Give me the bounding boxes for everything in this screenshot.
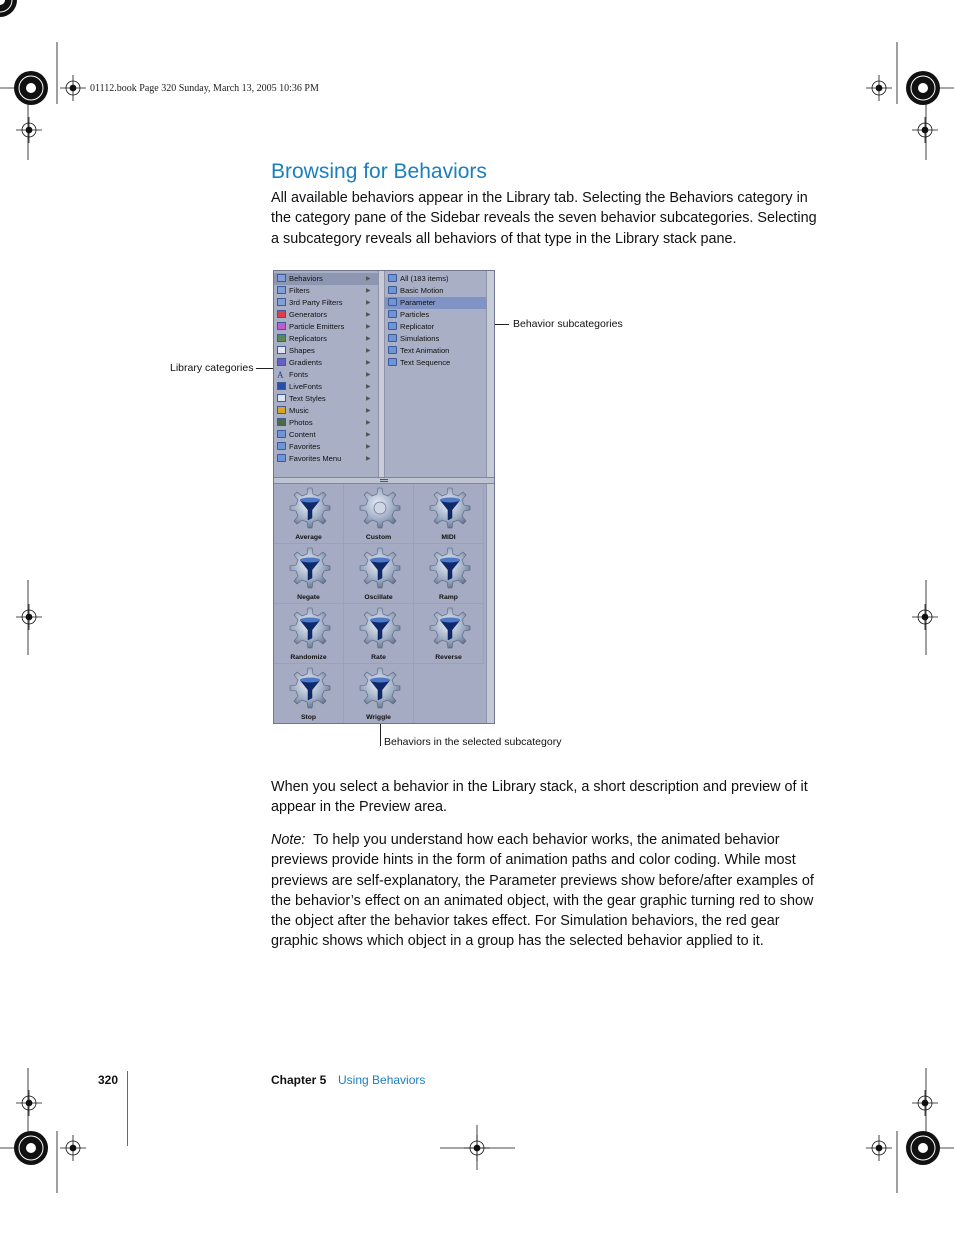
subcategory-item-all[interactable]: All (183 items) [385,273,487,285]
footer-rule [127,1071,128,1146]
disclosure-arrow-icon: ▶ [366,276,371,282]
callout-line [380,723,381,746]
footer-section-link[interactable]: Using Behaviors [338,1073,426,1087]
folder-icon [388,358,397,366]
folder-icon [388,346,397,354]
category-item-favorites-menu[interactable]: Favorites Menu ▶ [274,453,378,465]
gear-funnel-icon [356,546,404,590]
font-icon: A [277,370,284,380]
category-item-particle-emitters[interactable]: Particle Emitters ▶ [274,321,378,333]
behavior-tile-custom[interactable]: Custom [344,484,414,544]
category-pane [274,271,378,477]
folder-icon [388,310,397,318]
behavior-tile-stop[interactable]: Stop [274,664,344,724]
photo-icon [277,418,286,426]
category-item-fonts[interactable]: A Fonts ▶ [277,370,371,380]
disclosure-arrow-icon: ▶ [366,336,371,342]
subcategory-item-replicator[interactable]: Replicator [385,321,487,333]
livefont-icon [277,382,286,390]
disclosure-arrow-icon: ▶ [366,384,371,390]
category-item-gradients[interactable]: Gradients ▶ [274,357,378,369]
category-item-behaviors[interactable]: Behaviors ▶ [274,273,378,285]
category-item-text-styles[interactable]: Text Styles ▶ [274,393,378,405]
category-item-livefonts[interactable]: LiveFonts ▶ [274,381,378,393]
section-title: Browsing for Behaviors [271,160,487,183]
subcategory-pane [384,271,487,477]
page-number: 320 [98,1073,119,1087]
gear-funnel-icon [356,666,404,710]
text-style-icon [277,394,286,402]
print-header: 01112.book Page 320 Sunday, March 13, 2005 10:36 PM [90,83,319,94]
note-label: Note: [271,832,306,848]
gradient-icon [277,358,286,366]
behavior-tile-negate[interactable]: Negate [274,544,344,604]
library-screenshot [273,270,495,724]
music-icon [277,406,286,414]
subcategory-item-particles[interactable]: Particles [385,309,487,321]
callout-behaviors-in-subcategory: Behaviors in the selected subcategory [384,736,562,748]
folder-icon [388,274,397,282]
behavior-tile-ramp[interactable]: Ramp [414,544,484,604]
gear-funnel-icon [426,486,474,530]
note-paragraph [271,830,826,952]
category-item-content[interactable]: Content ▶ [274,429,378,441]
folder-icon [277,430,286,438]
folder-icon [388,334,397,342]
callout-line [256,368,274,369]
disclosure-arrow-icon: ▶ [366,432,371,438]
behavior-tile-average[interactable]: Average [274,484,344,544]
shape-icon [277,346,286,354]
subcategory-item-text-animation[interactable]: Text Animation [385,345,487,357]
note-text: To help you understand how each behavior works, the animated behavior previews provide hints in the form of animation paths and color coding. While most previews are self-explanatory, the Parameter previews show before/after examples of the behavior’s effect on an animated object, with the gear graphic turning red to show the object after the behavior takes effect. For Simulation behaviors, the red gear graphic shows which object in a group has the selected behavior applied to it. [271,832,814,950]
disclosure-arrow-icon: ▶ [366,312,371,318]
disclosure-arrow-icon: ▶ [366,372,371,378]
folder-icon [277,454,286,462]
disclosure-arrow-icon: ▶ [366,288,371,294]
particle-icon [277,322,286,330]
gear-funnel-icon [286,606,334,650]
callout-library-categories: Library categories [170,362,254,374]
callout-behavior-subcategories: Behavior subcategories [513,318,623,330]
gear-funnel-icon [426,546,474,590]
category-item-photos[interactable]: Photos ▶ [274,417,378,429]
behavior-tile-midi[interactable]: MIDI [414,484,484,544]
replicator-icon [277,334,286,342]
disclosure-arrow-icon: ▶ [366,300,371,306]
disclosure-arrow-icon: ▶ [366,324,371,330]
behavior-tile-reverse[interactable]: Reverse [414,604,484,664]
subcategory-item-text-sequence[interactable]: Text Sequence [385,357,487,369]
gear-funnel-icon [286,666,334,710]
category-item-favorites[interactable]: Favorites ▶ [274,441,378,453]
intro-paragraph: All available behaviors appear in the Library tab. Selecting the Behaviors category in the category pane of the Sidebar reveals the seven behavior subcategories. Selecting a subcategory reveals all behaviors of that type in the Library stack pane. [271,190,817,247]
generator-icon [277,310,286,318]
disclosure-arrow-icon: ▶ [366,456,371,462]
disclosure-arrow-icon: ▶ [366,360,371,366]
subcategory-item-parameter[interactable]: Parameter [385,297,487,309]
behavior-tile-randomize[interactable]: Randomize [274,604,344,664]
splitter-grip-icon [380,479,388,480]
folder-icon [388,298,397,306]
disclosure-arrow-icon: ▶ [366,444,371,450]
behavior-tile-wriggle[interactable]: Wriggle [344,664,414,724]
category-item-music[interactable]: Music ▶ [274,405,378,417]
folder-icon [277,442,286,450]
subcategory-item-basic-motion[interactable]: Basic Motion [385,285,487,297]
category-item-replicators[interactable]: Replicators ▶ [274,333,378,345]
gear-icon [277,274,286,282]
folder-icon [388,286,397,294]
preview-paragraph: When you select a behavior in the Library stack, a short description and preview of it appear in the Preview area. [271,779,808,816]
folder-icon [388,322,397,330]
gear-funnel-icon [426,606,474,650]
category-item-filters[interactable]: Filters ▶ [274,285,378,297]
stack-scrollbar[interactable] [486,484,495,724]
gear-funnel-icon [286,486,334,530]
disclosure-arrow-icon: ▶ [366,348,371,354]
disclosure-arrow-icon: ▶ [366,420,371,426]
footer-chapter: Chapter 5 [271,1073,327,1087]
subcategory-item-simulations[interactable]: Simulations [385,333,487,345]
disclosure-arrow-icon: ▶ [366,408,371,414]
library-stack [274,484,486,724]
gear-icon [356,486,404,530]
filter-icon [277,286,286,294]
disclosure-arrow-icon: ▶ [366,396,371,402]
behavior-tile-oscillate[interactable]: Oscillate [344,544,414,604]
gear-funnel-icon [356,606,404,650]
subcategory-scrollbar[interactable] [486,271,495,477]
category-item-3rd-party-filters[interactable]: 3rd Party Filters ▶ [274,297,378,309]
filter-icon [277,298,286,306]
category-item-generators[interactable]: Generators ▶ [274,309,378,321]
gear-funnel-icon [286,546,334,590]
behavior-tile-rate[interactable]: Rate [344,604,414,664]
category-item-shapes[interactable]: Shapes ▶ [274,345,378,357]
